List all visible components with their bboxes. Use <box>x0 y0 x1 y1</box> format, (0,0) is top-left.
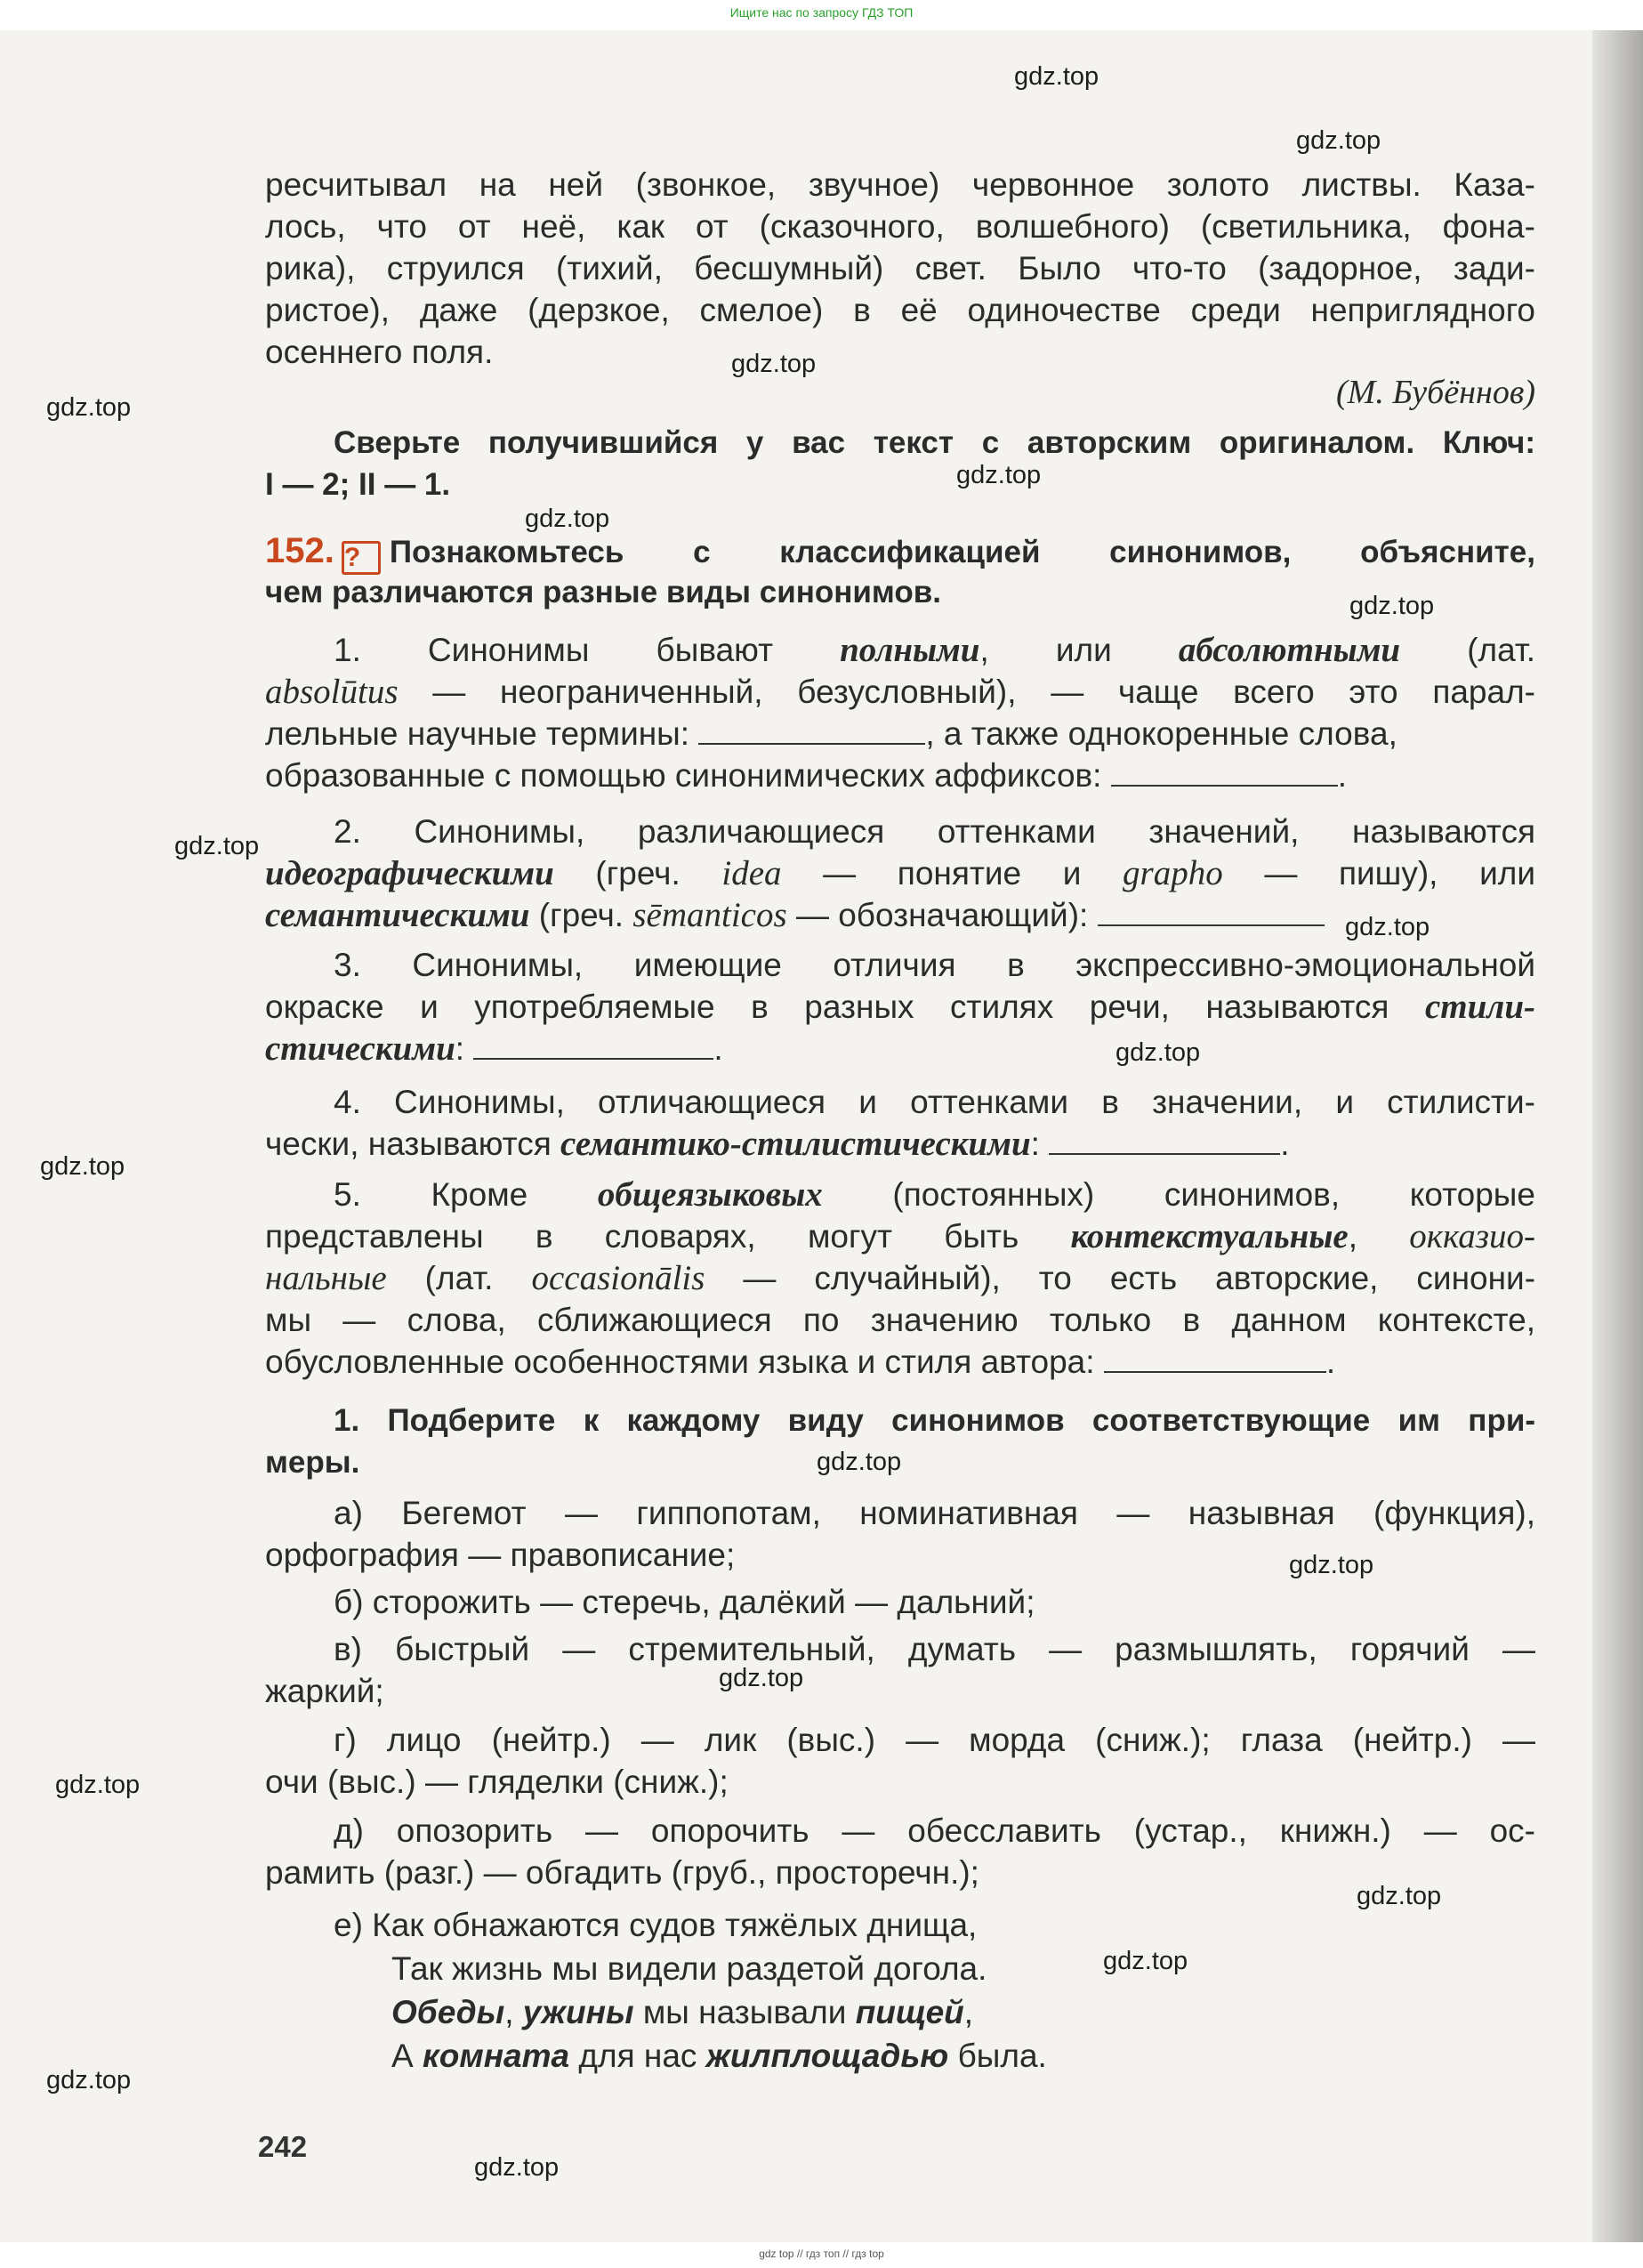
watermark: gdz.top <box>525 504 610 533</box>
watermark: gdz.top <box>956 461 1042 489</box>
answer-blank[interactable] <box>1104 1346 1326 1373</box>
bottom-note: gdz top // гдз топ // гдз top <box>759 2248 884 2260</box>
watermark: gdz.top <box>719 1664 804 1692</box>
answer-blank[interactable] <box>1049 1128 1280 1155</box>
exercise-text: чем различаются разные виды синонимов. <box>265 575 941 609</box>
text-line: чески, называются семантико-стилистическими: . <box>265 1125 1290 1163</box>
poem-line: Обеды, ужины мы называли пищей, <box>391 1994 974 2030</box>
watermark: gdz.top <box>731 350 817 378</box>
example-line: очи (выс.) — гляделки (сниж.); <box>265 1764 729 1800</box>
example-line: в) быстрый — стремительный, думать — размышлять, горячий — <box>334 1631 1535 1667</box>
text-line: 2. Синонимы, различающиеся оттенками значений, называются <box>334 813 1535 850</box>
watermark: gdz.top <box>1014 62 1099 91</box>
watermark: gdz.top <box>174 832 260 860</box>
example-line: б) сторожить — стеречь, далёкий — дальний; <box>334 1584 1035 1620</box>
exercise-number: 152. <box>265 531 334 570</box>
text-line: осеннего поля. <box>265 334 494 370</box>
answer-blank[interactable] <box>1098 900 1325 926</box>
text-line: 1. Синонимы бывают полными, или абсолютными (лат. <box>334 631 1535 669</box>
term: полными <box>840 631 980 669</box>
term: семантическими <box>265 896 530 934</box>
example-line: д) опозорить — опорочить — обесславить (устар., книжн.) — ос- <box>334 1812 1535 1849</box>
text-line: образованные с помощью синонимических аффиксов: . <box>265 757 1348 794</box>
text-line: рика), струился (тихий, бесшумный) свет. Было что-то (задорное, зади- <box>265 250 1535 287</box>
watermark: gdz.top <box>1103 1947 1188 1975</box>
example-line: г) лицо (нейтр.) — лик (выс.) — морда (сниж.); глаза (нейтр.) — <box>334 1722 1535 1758</box>
term: стическими <box>265 1029 455 1068</box>
watermark: gdz.top <box>1345 913 1430 941</box>
example-line: а) Бегемот — гиппопотам, номинативная — назывная (функция), <box>334 1495 1535 1531</box>
text-line: 3. Синонимы, имеющие отличия в экспрессивно-эмоциональной <box>334 947 1535 983</box>
text-line: нальные (лат. occasionālis — случайный), то есть авторские, синони- <box>265 1259 1536 1297</box>
top-note: Ищите нас по запросу ГДЗ ТОП <box>729 5 914 20</box>
text-line: лось, что от неё, как от (сказочного, волшебного) (светильника, фона- <box>265 208 1535 245</box>
check-key: I — 2; II — 1. <box>265 467 451 502</box>
text-line: идеографическими (греч. idea — понятие и grapho — пишу), или <box>265 854 1536 892</box>
term: контекстуальные <box>1070 1217 1349 1255</box>
task-instruction: меры. <box>265 1445 360 1480</box>
answer-blank[interactable] <box>698 718 925 745</box>
watermark: gdz.top <box>46 2066 132 2094</box>
text-line: семантическими (греч. sēmanticos — обозначающий): <box>265 897 1535 934</box>
watermark: gdz.top <box>474 2153 560 2182</box>
poem-line: Так жизнь мы видели раздетой догола. <box>391 1950 987 1987</box>
term: семантико-стилистическими <box>560 1125 1031 1163</box>
example-line: рамить (разг.) — обгадить (груб., просторечн.); <box>265 1854 979 1891</box>
exercise-text: Познакомьтесь с классификацией синонимов, объясните, <box>389 535 1535 569</box>
text-line: absolūtus — неограниченный, безусловный), — чаще всего это парал- <box>265 673 1536 711</box>
poem-line: А комната для нас жилплощадью была. <box>391 2038 1047 2074</box>
term: общеязыковых <box>597 1175 823 1214</box>
answer-blank[interactable] <box>1111 760 1338 787</box>
text-line: представлены в словарях, могут быть контекстуальные, окказио- <box>265 1217 1536 1255</box>
task-instruction: 1. Подберите к каждому виду синонимов соответствующие им при- <box>334 1403 1535 1438</box>
text-line: стическими: . <box>265 1029 723 1068</box>
check-instruction: Сверьте получившийся у вас текст с авторским оригиналом. Ключ: <box>334 425 1535 460</box>
watermark: gdz.top <box>1115 1038 1201 1067</box>
text-line: ресчитывал на ней (звонкое, звучное) червонное золото листвы. Каза- <box>265 166 1535 203</box>
term: идеографическими <box>265 854 554 892</box>
term: стили- <box>1424 988 1535 1026</box>
watermark: gdz.top <box>817 1448 902 1476</box>
text-line: 5. Кроме общеязыковых (постоянных) синонимов, которые <box>334 1175 1535 1214</box>
top-banner <box>0 0 1643 30</box>
question-icon: ? <box>342 541 381 575</box>
exercise-152-header <box>265 532 1535 575</box>
watermark: gdz.top <box>1289 1551 1374 1579</box>
page-number: 242 <box>258 2130 308 2163</box>
text-line: обусловленные особенностями языка и стиля автора: . <box>265 1344 1336 1380</box>
text-line: лельные научные термины: , а также однокоренные слова, <box>265 715 1397 752</box>
watermark: gdz.top <box>55 1771 141 1799</box>
text-line: 4. Синонимы, отличающиеся и оттенками в значении, и стилисти- <box>334 1084 1535 1120</box>
text-line: ристое), даже (дерзкое, смелое) в её одиночестве среди неприглядного <box>265 292 1535 328</box>
watermark: gdz.top <box>1296 126 1381 155</box>
answer-blank[interactable] <box>473 1033 713 1060</box>
author-signature: (М. Бубённов) <box>1336 374 1535 411</box>
poem-line: е) Как обнажаются судов тяжёлых днища, <box>334 1907 978 1943</box>
text-line: окраске и употребляемые в разных стилях речи, называются стили- <box>265 988 1535 1026</box>
example-line: жаркий; <box>265 1673 384 1709</box>
example-line: орфография — правописание; <box>265 1537 736 1573</box>
watermark: gdz.top <box>1357 1882 1442 1910</box>
watermark: gdz.top <box>46 393 132 422</box>
page-gutter-shadow <box>1592 30 1643 2242</box>
term: абсолютными <box>1178 631 1401 669</box>
watermark: gdz.top <box>40 1152 125 1181</box>
text-line: мы — слова, сближающиеся по значению только в данном контексте, <box>265 1302 1535 1338</box>
watermark: gdz.top <box>1349 592 1435 620</box>
